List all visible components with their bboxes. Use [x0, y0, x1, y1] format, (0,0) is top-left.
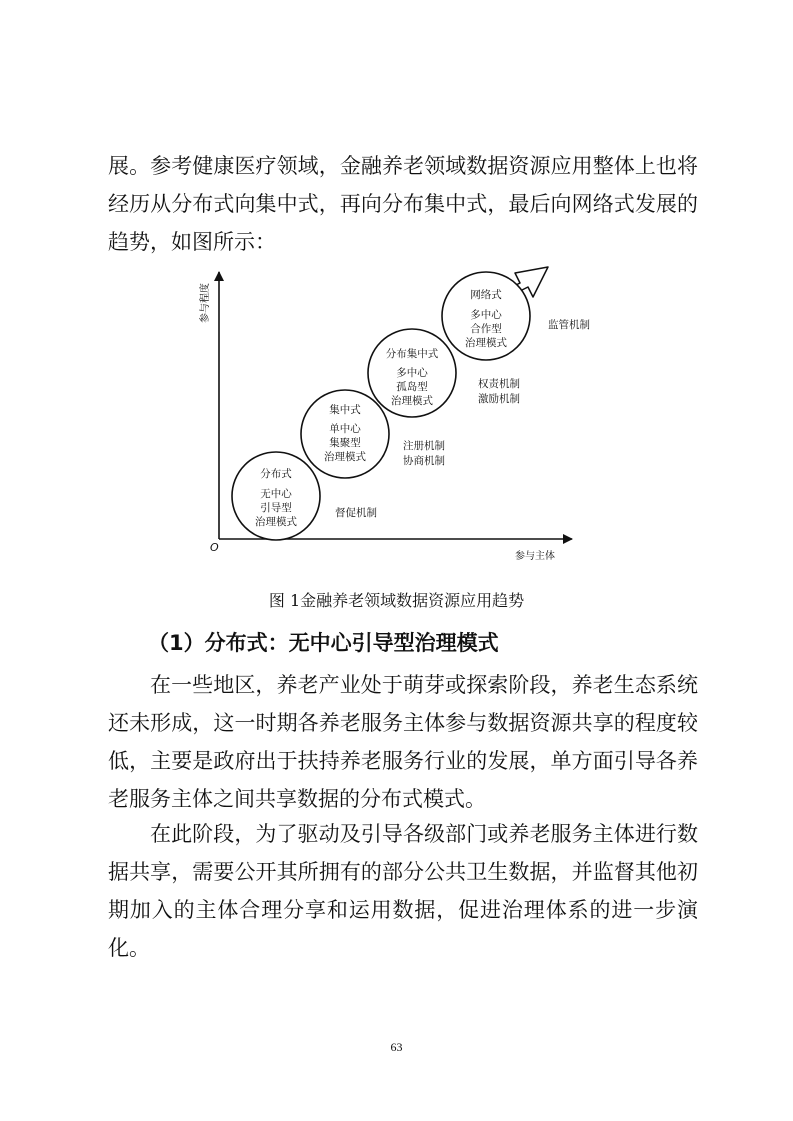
- origin-label: O: [210, 541, 219, 554]
- stage-line: 引导型: [260, 502, 292, 514]
- stage-line: 无中心: [260, 488, 292, 500]
- mechanism-label: 协商机制: [403, 455, 445, 467]
- stage-line: 治理模式: [324, 451, 366, 463]
- stage-line: 多中心: [396, 367, 428, 379]
- stage-line: 多中心: [470, 309, 502, 321]
- body-paragraph: 在此阶段，为了驱动及引导各级部门或养老服务主体进行数据共享，需要公开其所拥有的部分公共卫生数据，并监督其他初期加入的主体合理分享和运用数据，促进治理体系的进一步演化。: [108, 822, 698, 960]
- figure-caption: 图 1金融养老领域数据资源应用趋势: [268, 591, 525, 610]
- x-axis-label: 参与主体: [515, 551, 555, 562]
- y-axis-label: 参与程度: [200, 283, 211, 323]
- mechanism-label: 督促机制: [335, 507, 377, 519]
- mechanism-label: 激励机制: [478, 393, 520, 405]
- intro-paragraph: 展。参考健康医疗领域，金融养老领域数据资源应用整体上也将经历从分布式向集中式，再向分布集中式，最后向网络式发展的趋势，如图所示：: [108, 154, 698, 254]
- stage-line: 治理模式: [255, 516, 297, 528]
- stage-line: 合作型: [470, 323, 502, 335]
- section-heading: （1）分布式：无中心引导型治理模式: [148, 631, 499, 655]
- mechanism-label: 监管机制: [548, 319, 590, 331]
- stage-line: 集聚型: [329, 437, 361, 449]
- page-number: 63: [390, 1040, 403, 1054]
- stage-title: 分布集中式: [385, 348, 439, 360]
- mechanism-label: 权责机制: [478, 378, 520, 390]
- mechanism-label: 注册机制: [403, 440, 445, 452]
- stage-title: 分布式: [260, 468, 292, 480]
- stage-title: 网络式: [470, 289, 502, 301]
- body-paragraph: 在一些地区，养老产业处于萌芽或探索阶段，养老生态系统还未形成，这一时期各养老服务主体参与数据资源共享的程度较低，主要是政府出于扶持养老服务行业的发展，单方面引导各养老服务主体之间共享数据的分布式模式。: [108, 673, 698, 811]
- stage-line: 单中心: [329, 423, 361, 435]
- stage-line: 治理模式: [391, 395, 433, 407]
- stage-line: 孤岛型: [396, 381, 428, 393]
- stage-line: 治理模式: [465, 337, 507, 349]
- stage-title: 集中式: [329, 404, 361, 416]
